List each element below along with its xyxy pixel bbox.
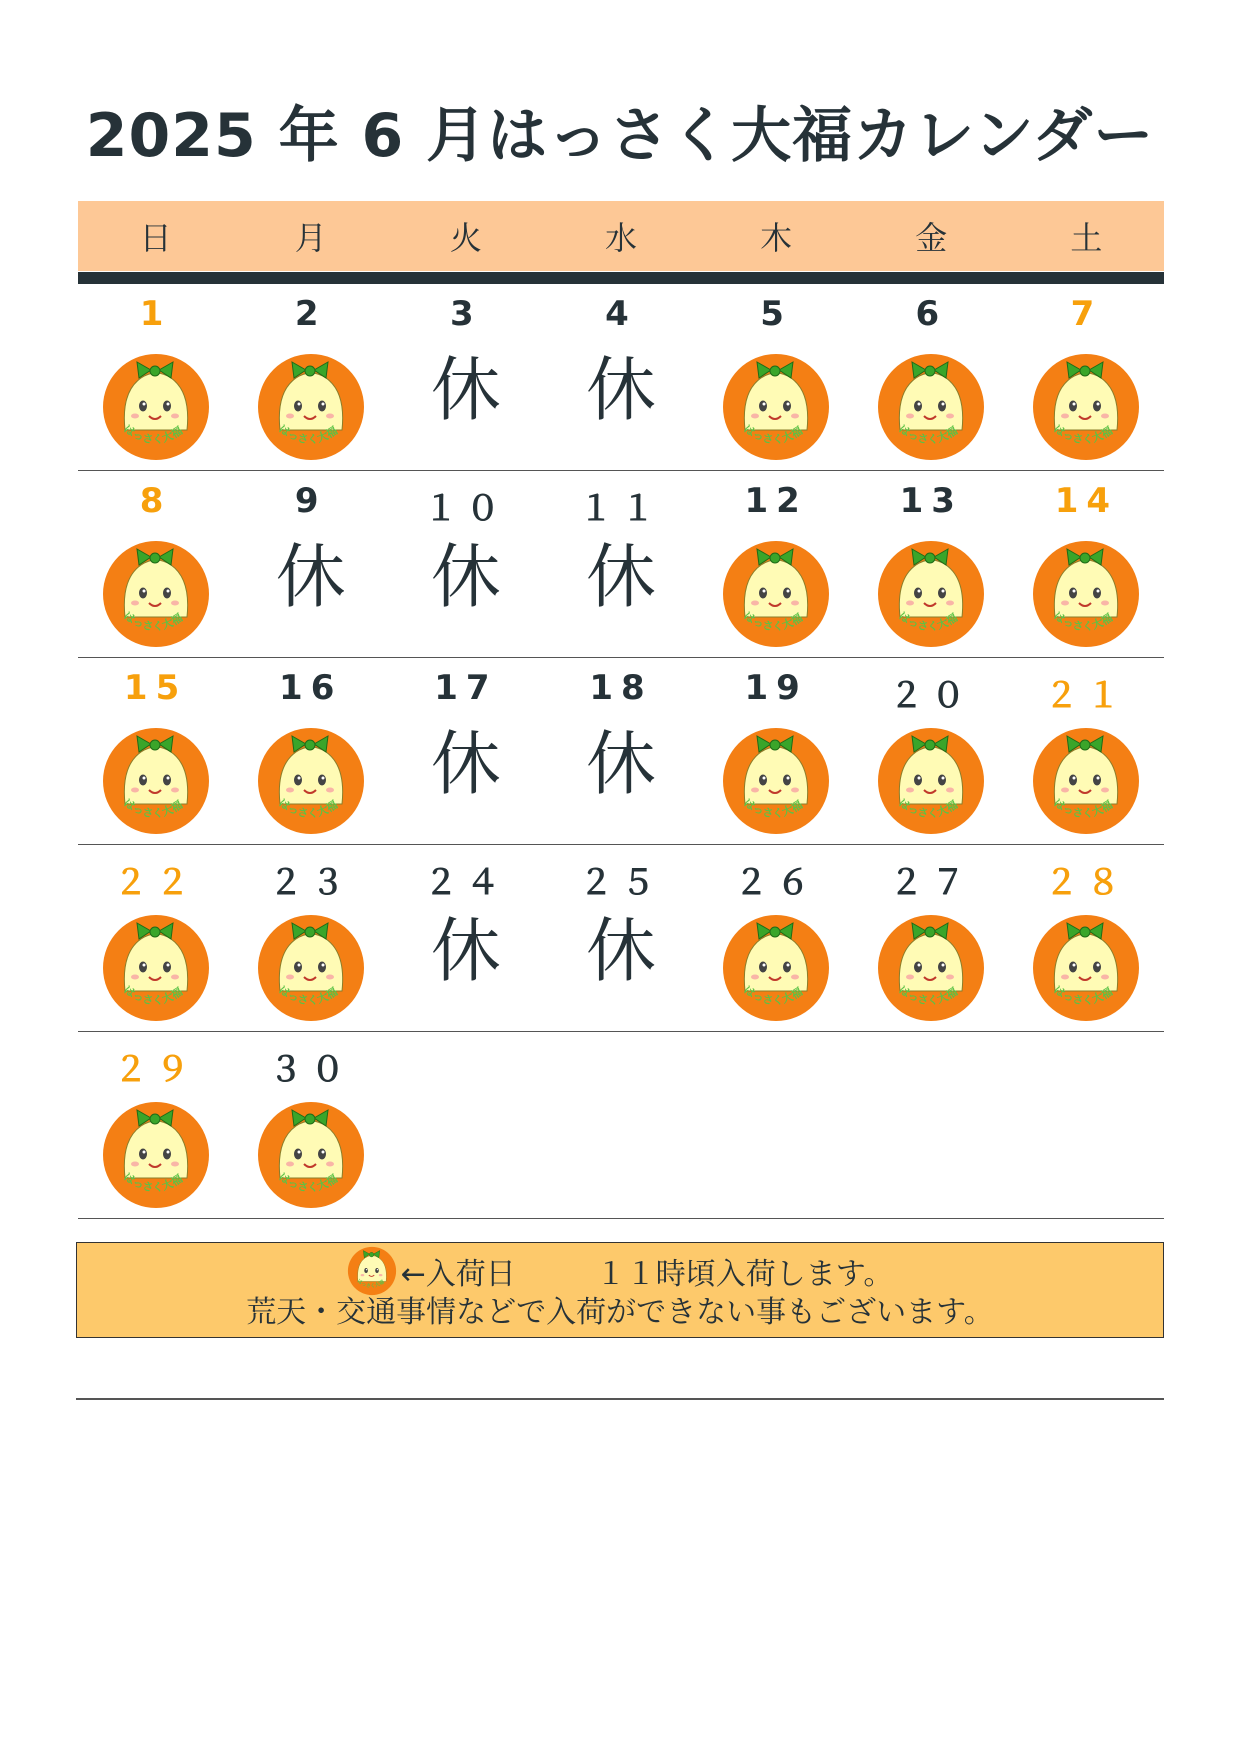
week-row <box>78 845 1164 1032</box>
mascot-icon <box>101 352 211 462</box>
header-divider <box>78 272 1164 284</box>
day-number: 15 <box>123 668 188 708</box>
week-row <box>78 471 1164 658</box>
day-cell <box>233 1032 388 1218</box>
day-cell <box>699 845 854 1031</box>
day-number: 2 <box>294 294 327 334</box>
bottom-divider <box>76 1398 1164 1400</box>
mascot-icon <box>876 352 986 462</box>
day-cell <box>233 845 388 1031</box>
mascot-icon <box>721 913 831 1023</box>
mascot-icon <box>101 726 211 836</box>
mascot-icon <box>347 1246 397 1296</box>
closed-mark: 休 <box>585 723 656 805</box>
day-cell <box>699 658 854 844</box>
day-number: 1 <box>139 294 172 334</box>
svg-text:はっさく大福: はっさく大福 <box>896 422 961 447</box>
day-cell <box>854 658 1009 844</box>
mascot-icon <box>256 352 366 462</box>
mascot-icon <box>876 726 986 836</box>
mascot-icon <box>721 539 831 649</box>
day-cell <box>1009 658 1164 844</box>
day-number: ２１ <box>1044 676 1129 716</box>
svg-text:はっさく大福: はっさく大福 <box>275 1170 340 1195</box>
weekday-sat: 土 <box>1070 219 1103 257</box>
week-row <box>78 658 1164 845</box>
mascot-icon <box>256 1100 366 1210</box>
svg-text:はっさく大福: はっさく大福 <box>275 422 340 447</box>
day-number: 12 <box>744 481 808 521</box>
day-number: ２８ <box>1044 863 1129 903</box>
day-number: 17 <box>434 668 498 708</box>
day-number: １０ <box>423 489 508 529</box>
day-cell <box>1009 845 1164 1031</box>
svg-text:はっさく大福: はっさく大福 <box>1051 983 1116 1008</box>
day-cell <box>78 1032 233 1218</box>
mascot-icon <box>256 726 366 836</box>
mascot-icon <box>1031 726 1141 836</box>
svg-text:はっさく大福: はっさく大福 <box>355 1278 386 1290</box>
mascot-icon <box>256 913 366 1023</box>
day-cell <box>78 658 233 844</box>
weekday-tue: 火 <box>449 219 482 257</box>
day-number: ３０ <box>268 1050 353 1090</box>
notice-legend-line <box>77 1249 1163 1293</box>
day-cell <box>388 284 543 470</box>
notice-box <box>76 1242 1164 1338</box>
day-number: 7 <box>1070 294 1103 334</box>
day-cell <box>543 658 698 844</box>
day-cell <box>699 1032 854 1218</box>
day-number: 6 <box>915 294 948 334</box>
day-number: ２９ <box>113 1050 198 1090</box>
weekday-mon: 月 <box>294 219 327 257</box>
mascot-icon <box>1031 352 1141 462</box>
day-cell <box>78 471 233 657</box>
day-number: 14 <box>1054 481 1119 521</box>
mascot-icon <box>1031 539 1141 649</box>
mascot-icon <box>721 726 831 836</box>
day-cell <box>388 471 543 657</box>
day-number: ２７ <box>889 863 974 903</box>
day-number: ２２ <box>113 863 198 903</box>
svg-text:はっさく大福: はっさく大福 <box>1051 422 1116 447</box>
svg-text:はっさく大福: はっさく大福 <box>120 422 185 447</box>
day-cell <box>233 471 388 657</box>
day-number: 18 <box>589 668 653 708</box>
svg-text:はっさく大福: はっさく大福 <box>120 796 185 821</box>
svg-text:はっさく大福: はっさく大福 <box>275 796 340 821</box>
svg-text:はっさく大福: はっさく大福 <box>275 983 340 1008</box>
weekday-wed: 水 <box>604 219 637 257</box>
day-cell <box>388 1032 543 1218</box>
mascot-icon <box>1031 913 1141 1023</box>
closed-mark: 休 <box>430 536 501 618</box>
day-number: １１ <box>578 489 663 529</box>
mascot-icon <box>101 539 211 649</box>
weekday-thu: 木 <box>760 219 793 257</box>
arrival-time-text: １１時頃入荷します。 <box>595 1257 894 1292</box>
day-cell <box>854 845 1009 1031</box>
mascot-icon <box>101 913 211 1023</box>
closed-mark: 休 <box>430 349 501 431</box>
day-cell <box>78 284 233 470</box>
closed-mark: 休 <box>275 536 346 618</box>
svg-text:はっさく大福: はっさく大福 <box>741 422 806 447</box>
closed-mark: 休 <box>585 910 656 992</box>
week-row <box>78 1032 1164 1219</box>
day-cell <box>388 845 543 1031</box>
closed-mark: 休 <box>585 536 656 618</box>
day-number: ２６ <box>734 863 819 903</box>
svg-text:はっさく大福: はっさく大福 <box>741 983 806 1008</box>
mascot-icon <box>101 1100 211 1210</box>
weekday-fri: 金 <box>915 219 948 257</box>
svg-text:はっさく大福: はっさく大福 <box>120 983 185 1008</box>
closed-mark: 休 <box>430 723 501 805</box>
day-cell <box>543 1032 698 1218</box>
day-cell <box>388 658 543 844</box>
day-number: 19 <box>744 668 808 708</box>
day-number: 9 <box>294 481 327 521</box>
day-number: 3 <box>450 294 482 334</box>
calendar-grid <box>78 284 1164 1219</box>
day-cell <box>233 284 388 470</box>
day-number: 13 <box>899 481 963 521</box>
day-number: 5 <box>760 294 792 334</box>
closed-mark: 休 <box>585 349 656 431</box>
day-number: ２４ <box>423 863 508 903</box>
svg-text:はっさく大福: はっさく大福 <box>896 609 961 634</box>
svg-text:はっさく大福: はっさく大福 <box>741 796 806 821</box>
disclaimer-text: 荒天・交通事情などで入荷ができない事もございます。 <box>246 1295 994 1330</box>
svg-text:はっさく大福: はっさく大福 <box>120 609 185 634</box>
day-cell <box>1009 284 1164 470</box>
day-cell <box>854 284 1009 470</box>
day-cell <box>1009 471 1164 657</box>
day-cell <box>854 1032 1009 1218</box>
day-number: 16 <box>279 668 343 708</box>
day-number: ２０ <box>889 676 974 716</box>
mascot-icon <box>876 913 986 1023</box>
day-cell <box>543 284 698 470</box>
day-cell <box>854 471 1009 657</box>
legend-label: ←入荷日 <box>400 1257 516 1292</box>
svg-text:はっさく大福: はっさく大福 <box>896 796 961 821</box>
mascot-icon <box>721 352 831 462</box>
week-row <box>78 284 1164 471</box>
day-number: ２３ <box>268 863 353 903</box>
day-cell <box>543 845 698 1031</box>
mascot-icon <box>876 539 986 649</box>
day-number: 4 <box>605 294 637 334</box>
weekday-header <box>78 201 1164 271</box>
day-cell <box>699 284 854 470</box>
svg-text:はっさく大福: はっさく大福 <box>896 983 961 1008</box>
day-number: ２５ <box>578 863 663 903</box>
day-cell <box>233 658 388 844</box>
svg-text:はっさく大福: はっさく大福 <box>120 1170 185 1195</box>
day-number: 8 <box>139 481 172 521</box>
weekday-sun: 日 <box>139 219 172 257</box>
svg-text:はっさく大福: はっさく大福 <box>1051 609 1116 634</box>
closed-mark: 休 <box>430 910 501 992</box>
day-cell <box>78 845 233 1031</box>
svg-text:はっさく大福: はっさく大福 <box>741 609 806 634</box>
day-cell <box>1009 1032 1164 1218</box>
calendar-title: 2025 年 6 月はっさく大福カレンダー <box>85 101 1155 171</box>
svg-text:はっさく大福: はっさく大福 <box>1051 796 1116 821</box>
day-cell <box>699 471 854 657</box>
day-cell <box>543 471 698 657</box>
